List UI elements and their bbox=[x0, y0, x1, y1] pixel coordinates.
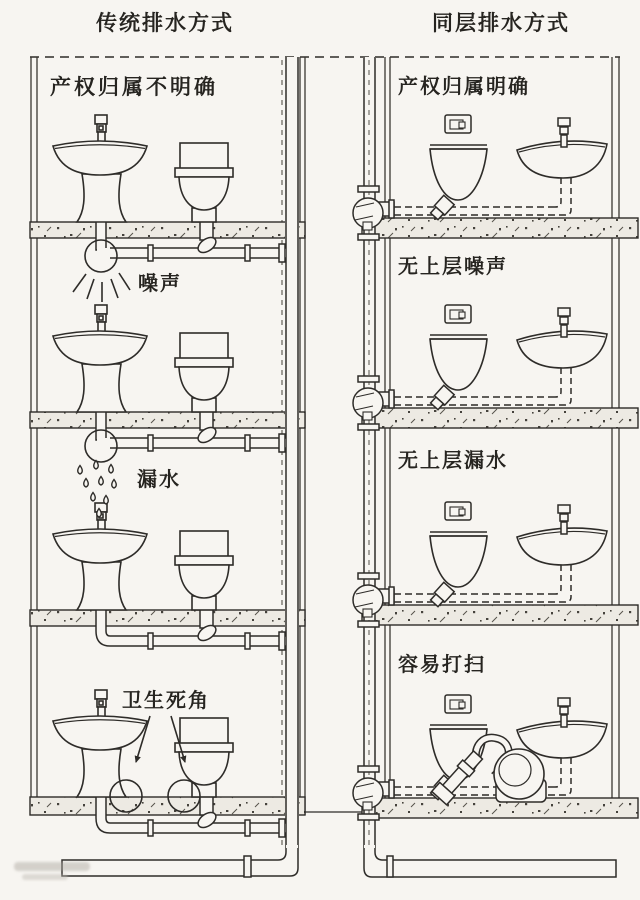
floor-slab bbox=[362, 605, 638, 625]
floor-slab bbox=[30, 222, 305, 238]
floor-slab bbox=[30, 610, 305, 626]
floor-slab bbox=[30, 412, 305, 428]
floor-slab bbox=[362, 218, 638, 238]
ownership-unclear-label: 产权归属不明确 bbox=[50, 76, 218, 99]
floor-slab bbox=[362, 408, 638, 428]
left-drain-stack bbox=[285, 57, 299, 848]
right-drain-stack bbox=[363, 57, 376, 848]
right-floor3-label: 无上层漏水 bbox=[398, 450, 508, 472]
left-system-title: 传统排水方式 bbox=[96, 12, 234, 35]
right-floor4-label: 容易打扫 bbox=[398, 654, 486, 676]
right-system-title: 同层排水方式 bbox=[432, 12, 570, 35]
right-floor2-label: 无上层噪声 bbox=[398, 256, 508, 278]
leak-label: 漏水 bbox=[137, 469, 181, 491]
hygiene-label: 卫生死角 bbox=[122, 690, 210, 712]
floor-slab bbox=[30, 797, 305, 815]
right-floor1-label: 产权归属明确 bbox=[398, 76, 530, 98]
noise-label: 噪声 bbox=[138, 273, 182, 295]
